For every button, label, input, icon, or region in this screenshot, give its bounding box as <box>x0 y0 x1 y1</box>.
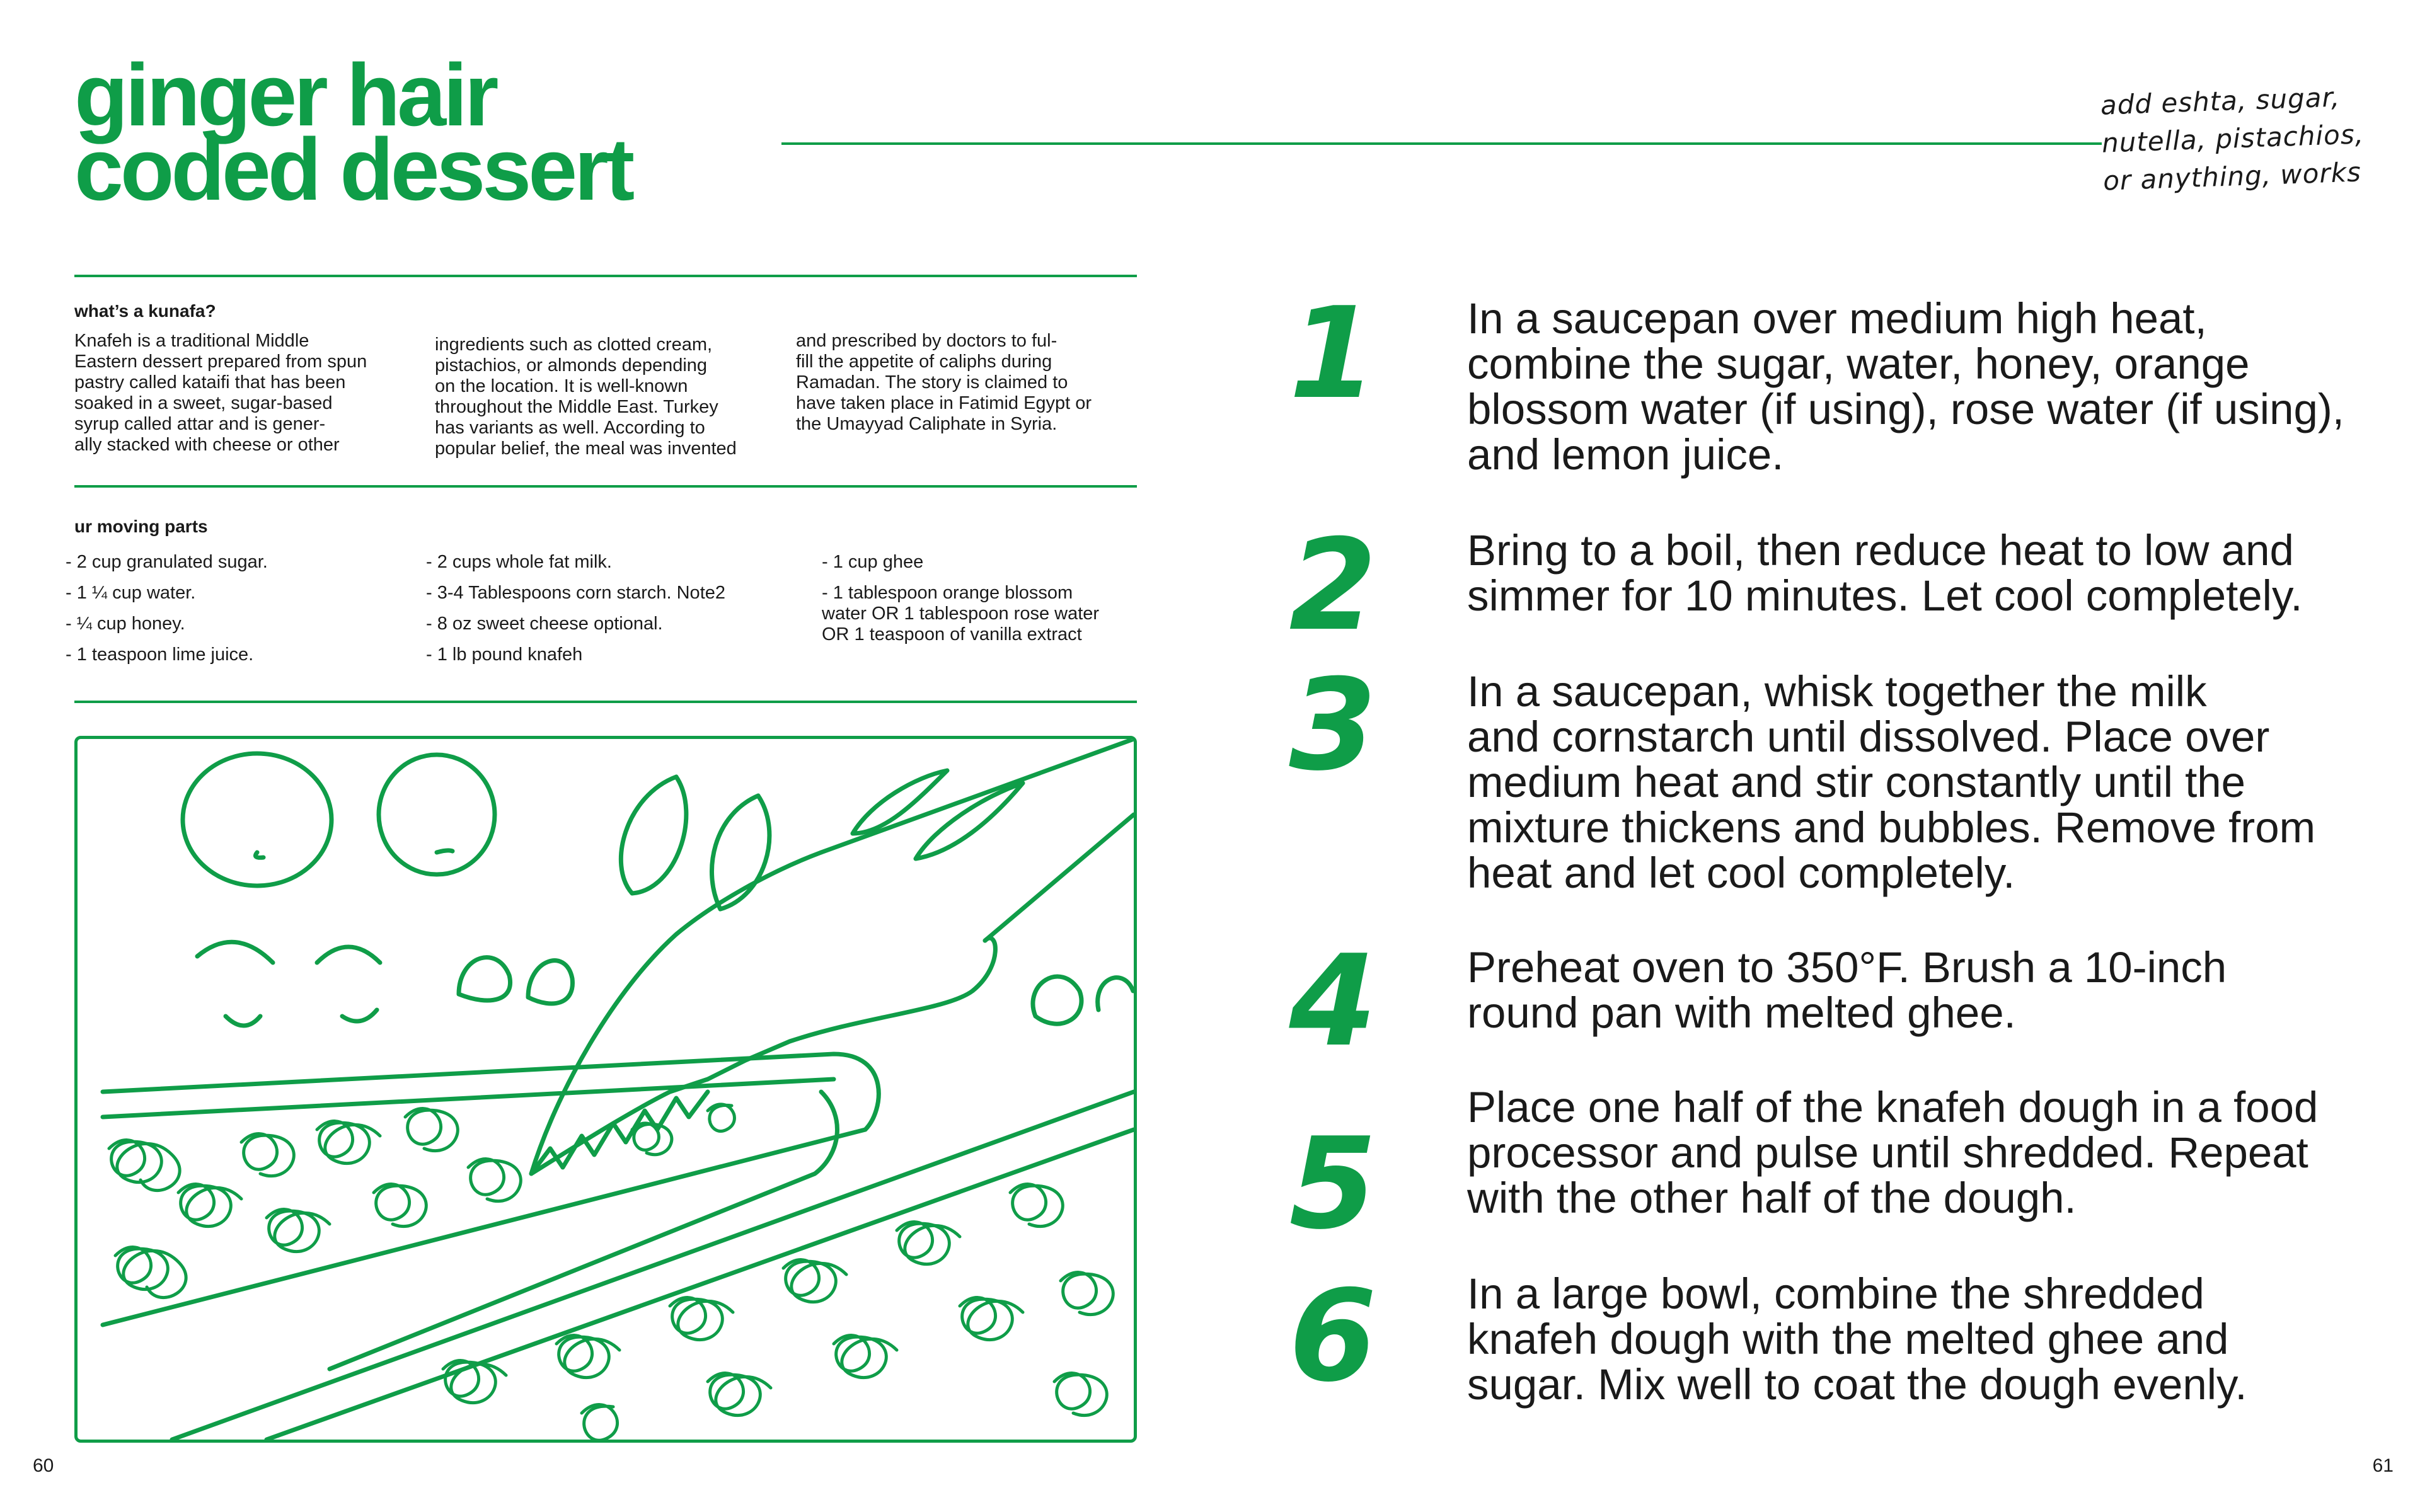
ingredient-item: - 2 cup granulated sugar. <box>66 552 268 572</box>
pistachio-shape <box>459 958 510 1000</box>
ingredient-item: - 2 cups whole fat milk. <box>426 552 612 572</box>
step-line: Place one half of the knafeh dough in a food <box>1467 1083 2319 1131</box>
ingredient-item: - 1 lb pound knafeh <box>426 644 583 665</box>
title-line-1: ginger hair <box>74 45 496 144</box>
step-line: In a saucepan over medium high heat, <box>1467 294 2207 343</box>
note-line-1: add eshta, sugar, <box>2100 81 2341 121</box>
ingredients-col-1 <box>66 547 268 670</box>
step-text-4 <box>1467 945 2375 1036</box>
ingredient-item: - ¼ cup honey. <box>66 614 185 634</box>
step-line: simmer for 10 minutes. Let cool completely. <box>1467 571 2303 620</box>
step-text-2 <box>1467 528 2375 619</box>
step-number-4: 4 <box>1289 928 1377 1075</box>
step-number-2: 2 <box>1289 512 1377 659</box>
olive-mark <box>437 850 452 852</box>
page-number-left: 60 <box>33 1455 54 1476</box>
page-number-right: 61 <box>2372 1455 2394 1476</box>
step-line: blossom water (if using), rose water (if using), <box>1467 385 2344 433</box>
pistachio-shape <box>1098 978 1133 1010</box>
step-line: round pan with melted ghee. <box>1467 988 2016 1037</box>
step-line: In a large bowl, combine the shredded <box>1467 1269 2204 1318</box>
handwritten-note <box>2100 77 2381 200</box>
knafeh-drawing <box>74 736 1137 1443</box>
pistachio-shape <box>342 1010 377 1021</box>
spatula-shape <box>821 739 1134 852</box>
step-line: combine the sugar, water, honey, orange <box>1467 340 2250 388</box>
ingredient-item: - 8 oz sweet cheese optional. <box>426 614 663 634</box>
step-line: heat and let cool completely. <box>1467 849 2015 897</box>
step-line: and cornstarch until dissolved. Place over <box>1467 713 2270 761</box>
note-line-2: nutella, pistachios, <box>2101 118 2365 159</box>
spatula-shape <box>531 852 995 1174</box>
step-line: medium heat and stir constantly until the <box>1467 758 2245 806</box>
olive-mark <box>256 852 263 857</box>
step-text-3 <box>1467 669 2375 896</box>
ingredient-item: - 1 cup ghee <box>822 552 924 572</box>
olive-shape <box>379 755 495 874</box>
step-line: Bring to a boil, then reduce heat to low and <box>1467 526 2294 575</box>
about-top-divider <box>74 275 1137 277</box>
spatula-shape <box>985 815 1134 941</box>
ingredient-item: - 1 teaspoon lime juice. <box>66 644 254 665</box>
step-text-5 <box>1467 1085 2375 1221</box>
knafeh-illustration <box>78 739 1134 1440</box>
step-number-6: 6 <box>1289 1263 1377 1410</box>
pistachio-shape <box>1033 976 1081 1024</box>
title-divider <box>781 142 2102 145</box>
step-number-1: 1 <box>1289 280 1377 427</box>
ingredients-col-2 <box>426 547 725 670</box>
ingredients-bottom-divider <box>74 701 1137 703</box>
olive-shape <box>183 753 331 886</box>
about-text-col-3: and prescribed by doctors to ful- fill the appetite of caliphs during Ramadan. The story is claimed to have taken place in Fatimid Egypt or the Umayyad Caliphate in Syria. <box>796 331 1092 434</box>
tray-outline <box>172 1092 1134 1440</box>
step-text-1 <box>1467 296 2375 478</box>
pistachio-shape <box>317 947 380 963</box>
pistachio-shape <box>197 942 273 963</box>
step-line: sugar. Mix well to coat the dough evenly. <box>1467 1360 2247 1409</box>
step-text-6 <box>1467 1271 2375 1407</box>
almond-shape <box>916 783 1023 859</box>
step-line: knafeh dough with the melted ghee and <box>1467 1315 2229 1363</box>
note-line-3: or anything, works <box>2102 156 2362 197</box>
step-line: and lemon juice. <box>1467 430 1784 479</box>
about-text-col-1: Knafeh is a traditional Middle Eastern dessert prepared from spun pastry called kataifi that has been soaked in a sweet, sugar-based syrup called attar and is gener- ally stacked with cheese or other <box>74 331 367 455</box>
ingredients-heading: ur moving parts <box>74 517 208 536</box>
step-line: with the other half of the dough. <box>1467 1174 2077 1222</box>
pistachio-shape <box>226 1016 260 1026</box>
step-number-5: 5 <box>1289 1111 1377 1257</box>
step-line: Preheat oven to 350°F. Brush a 10-inch <box>1467 943 2227 992</box>
about-heading: what’s a kunafa? <box>74 301 216 321</box>
ingredient-item: - 3-4 Tablespoons corn starch. Note2 <box>426 583 726 603</box>
step-line: mixture thickens and bubbles. Remove from <box>1467 803 2316 852</box>
ingredient-item: - 1 tablespoon orange blossom water OR 1 tablespoon rose water OR 1 teaspoon of vanilla extract <box>822 583 1100 644</box>
title-line-2: coded dessert <box>74 120 632 219</box>
page-title <box>74 45 799 219</box>
pistachio-shape <box>528 961 572 1004</box>
step-line: processor and pulse until shredded. Repeat <box>1467 1128 2308 1177</box>
ingredients-col-3 <box>822 547 1099 645</box>
almond-shape <box>621 777 686 893</box>
tray-outline <box>267 1130 1134 1440</box>
ingredient-item: - 1 ¼ cup water. <box>66 583 196 603</box>
step-line: In a saucepan, whisk together the milk <box>1467 667 2207 716</box>
step-number-3: 3 <box>1289 652 1377 799</box>
about-bottom-divider <box>74 485 1137 488</box>
about-text-col-2: ingredients such as clotted cream, pistachios, or almonds depending on the location. It is well-known throughout the Middle East. Turkey has variants as well. According to popular belief, the meal was invented <box>435 335 737 459</box>
